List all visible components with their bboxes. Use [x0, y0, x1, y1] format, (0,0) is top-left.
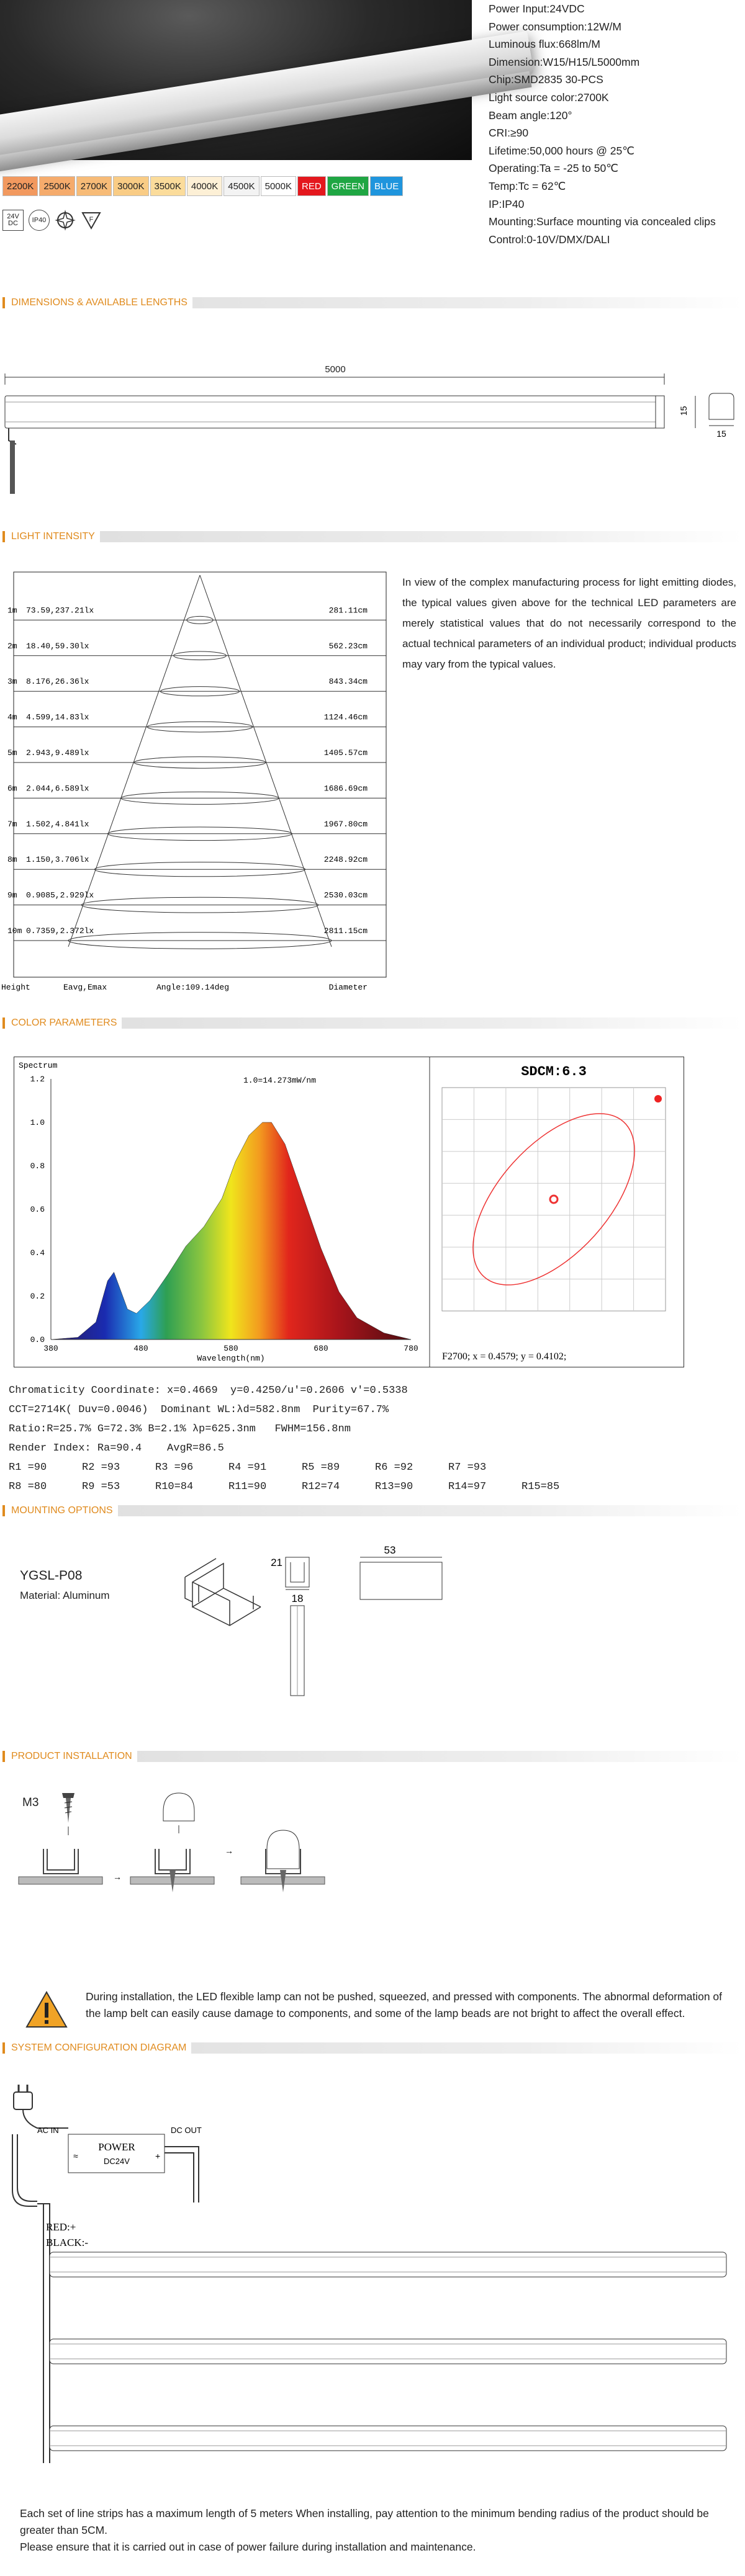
svg-text:0.4: 0.4	[30, 1248, 45, 1258]
svg-text:Height: Height	[1, 983, 30, 992]
svg-text:2.943,9.489lx: 2.943,9.489lx	[26, 748, 89, 758]
configuration-notes	[20, 2505, 740, 2556]
color-param-line: Render Index: Ra=90.4 AvgR=86.5	[9, 1442, 224, 1454]
svg-text:680: 680	[314, 1344, 328, 1353]
svg-text:0.8: 0.8	[30, 1161, 45, 1171]
intensity-note: In view of the complex manufacturing process for light emitting diodes, the typical values given above for the technical LED parameters are merely statistical values that do not necessarily correspond to the actual technical parameters of an individual product; individual products may vary from the typical values.	[402, 576, 736, 670]
render-index-value: R13=90	[375, 1481, 413, 1493]
svg-text:1m: 1m	[7, 606, 17, 615]
svg-text:0.6: 0.6	[30, 1205, 45, 1214]
led-strip	[50, 2252, 726, 2277]
mounting-material: Material: Aluminum	[20, 1590, 110, 1601]
svg-text:580: 580	[224, 1344, 238, 1353]
spec-item: Power consumption:12W/M	[489, 20, 621, 33]
section-header-color: COLOR PARAMETERS	[2, 1017, 743, 1029]
section-header-mounting: MOUNTING OPTIONS	[2, 1505, 743, 1516]
svg-text:DC24V: DC24V	[104, 2157, 130, 2166]
svg-text:1.150,3.706lx: 1.150,3.706lx	[26, 855, 89, 865]
svg-text:6m: 6m	[7, 784, 17, 794]
color-option-3000k: 3000K	[113, 176, 148, 196]
section-header-installation: PRODUCT INSTALLATION	[2, 1751, 743, 1762]
svg-text:→: →	[225, 1846, 233, 1856]
color-param-line: Ratio:R=25.7% G=72.3% B=2.1% λp=625.3nm FWHM=156.8nm	[9, 1423, 351, 1435]
led-strip	[50, 2339, 726, 2364]
spec-item: Luminous flux:668lm/M	[489, 38, 600, 51]
spec-list	[489, 0, 743, 248]
render-index-value: R5 =89	[302, 1462, 340, 1474]
svg-text:+: +	[155, 2151, 161, 2161]
spec-item: Mounting:Surface mounting via concealed clips	[489, 215, 716, 228]
spec-item: Power Input:24VDC	[489, 2, 585, 15]
installation-warning: During installation, the LED flexible lamp can not be pushed, squeezed, and pressed with components. The abnormal deformation of the lamp belt can easily cause damage to components, and some of the lamp beads are not bright to affect the overall effect.	[86, 1990, 723, 2019]
config-note-power: Please ensure that it is carried out in case of power failure during installation and maintenance.	[20, 2541, 476, 2553]
svg-text:0.7359,2.372lx: 0.7359,2.372lx	[26, 926, 94, 936]
warning-icon	[25, 1990, 68, 2029]
svg-text:POWER: POWER	[98, 2141, 135, 2153]
svg-text:→: →	[113, 1872, 122, 1882]
svg-text:21: 21	[271, 1557, 282, 1568]
plug-icon	[14, 2085, 68, 2128]
config-note-length: Each set of line strips has a maximum length of 5 meters When installing, pay attention to the minimum bending radius of the product should be greater than 5CM.	[20, 2507, 709, 2536]
led-strip	[50, 2426, 726, 2451]
svg-text:3m: 3m	[7, 677, 17, 687]
svg-text:Diameter: Diameter	[328, 983, 368, 992]
ip-rating-icon: IP40	[29, 210, 50, 231]
color-option-3500k: 3500K	[150, 176, 186, 196]
render-index-value: R7 =93	[448, 1462, 487, 1474]
spec-item: Temp:Tc = 62℃	[489, 179, 566, 192]
spec-item: CRI:≥90	[489, 127, 529, 140]
svg-text:1967.80cm: 1967.80cm	[323, 819, 368, 829]
svg-text:1124.46cm: 1124.46cm	[323, 712, 368, 722]
color-option-4500k: 4500K	[224, 176, 259, 196]
svg-text:53: 53	[384, 1544, 396, 1556]
render-index-value: R4 =91	[228, 1462, 267, 1474]
spec-item: Chip:SMD2835 30-PCS	[489, 73, 603, 86]
render-index-value: R6 =92	[375, 1462, 413, 1474]
render-index-value: R9 =53	[82, 1481, 120, 1493]
svg-text:1.502,4.841lx: 1.502,4.841lx	[26, 819, 89, 829]
color-option-blue: BLUE	[370, 176, 403, 196]
color-option-2700k: 2700K	[76, 176, 112, 196]
svg-text:2530.03cm: 2530.03cm	[323, 890, 368, 900]
spectrum-chart	[14, 1057, 684, 1373]
compass-icon	[55, 210, 76, 231]
render-index-value: R8 =80	[9, 1481, 47, 1493]
svg-text:2811.15cm: 2811.15cm	[323, 926, 368, 936]
spec-item: Dimension:W15/H15/L5000mm	[489, 55, 640, 68]
svg-text:18: 18	[291, 1593, 304, 1604]
svg-text:1686.69cm: 1686.69cm	[323, 784, 368, 794]
render-index-value: R1 =90	[9, 1462, 47, 1474]
svg-text:Spectrum: Spectrum	[19, 1061, 58, 1070]
svg-text:1.0: 1.0	[30, 1118, 45, 1127]
mounting-model: YGSL-P08	[20, 1568, 83, 1583]
svg-text:380: 380	[43, 1344, 58, 1353]
dimension-drawing	[0, 347, 745, 496]
color-option-5000k: 5000K	[261, 176, 296, 196]
render-index-row	[9, 1458, 741, 1477]
svg-text:Eavg,Emax: Eavg,Emax	[63, 983, 107, 992]
svg-text:562.23cm: 562.23cm	[328, 641, 368, 651]
svg-text:18.40,59.30lx: 18.40,59.30lx	[26, 641, 89, 651]
render-index-value: R12=74	[302, 1481, 340, 1493]
svg-text:2m: 2m	[7, 641, 17, 651]
svg-text:8.176,26.36lx: 8.176,26.36lx	[26, 677, 89, 687]
svg-text:7m: 7m	[7, 819, 17, 829]
spec-item: Control:0-10V/DMX/DALI	[489, 233, 610, 246]
svg-text:DC OUT: DC OUT	[171, 2126, 202, 2135]
color-option-4000k: 4000K	[187, 176, 222, 196]
svg-text:0.2: 0.2	[30, 1292, 45, 1301]
svg-text:480: 480	[133, 1344, 148, 1353]
mounting-profile-drawing	[180, 1545, 466, 1700]
color-option-2500k: 2500K	[39, 176, 74, 196]
length-label: 5000	[325, 364, 346, 375]
svg-text:4m: 4m	[7, 712, 17, 722]
render-index-value: R3 =96	[155, 1462, 194, 1474]
render-index-value: R14=97	[448, 1481, 487, 1493]
svg-text:281.11cm: 281.11cm	[328, 606, 368, 615]
svg-text:1.2: 1.2	[30, 1075, 45, 1084]
certification-icons	[2, 210, 102, 231]
svg-text:Angle:109.14deg: Angle:109.14deg	[156, 983, 230, 992]
svg-text:AC IN: AC IN	[37, 2126, 59, 2135]
svg-text:0.0: 0.0	[30, 1335, 45, 1344]
svg-text:780: 780	[404, 1344, 418, 1353]
svg-text:0.9085,2.929lx: 0.9085,2.929lx	[26, 890, 94, 900]
render-index-value: R2 =93	[82, 1462, 120, 1474]
voltage-icon: 24V DC	[2, 210, 24, 231]
spec-item: Lifetime:50,000 hours @ 25℃	[489, 144, 634, 157]
section-header-config: SYSTEM CONFIGURATION DIAGRAM	[2, 2042, 743, 2054]
spec-item: Light source color:2700K	[489, 91, 609, 104]
svg-text:843.34cm: 843.34cm	[328, 677, 368, 687]
render-index-value: R15=85	[522, 1481, 560, 1493]
color-option-2200k: 2200K	[2, 176, 38, 196]
color-param-line: CCT=2714K( Duv=0.0046) Dominant WL:λd=582.8nm Purity=67.7%	[9, 1404, 389, 1416]
spec-item: Operating:Ta = -25 to 50℃	[489, 162, 618, 175]
svg-text:F: F	[89, 216, 94, 223]
svg-text:73.59,237.21lx: 73.59,237.21lx	[26, 606, 94, 615]
svg-text:SDCM:6.3: SDCM:6.3	[521, 1064, 587, 1080]
svg-text:Wavelength(nm): Wavelength(nm)	[197, 1354, 265, 1363]
section-header-dimensions: DIMENSIONS & AVAILABLE LENGTHS	[2, 297, 743, 308]
svg-text:5m: 5m	[7, 748, 17, 758]
screw-label: M3	[22, 1796, 39, 1809]
svg-text:2.044,6.589lx: 2.044,6.589lx	[26, 784, 89, 794]
svg-text:2248.92cm: 2248.92cm	[323, 855, 368, 865]
svg-text:RED:+: RED:+	[46, 2221, 76, 2233]
render-index-value: R10=84	[155, 1481, 194, 1493]
svg-text:F2700; x = 0.4579; y = 0.410: F2700; x = 0.4579; y = 0.4102;	[442, 1351, 567, 1362]
color-option-green: GREEN	[327, 176, 369, 196]
color-param-line: Chromaticity Coordinate: x=0.4669 y=0.4250/u'=0.2606 v'=0.5338	[9, 1385, 408, 1397]
svg-text:15: 15	[716, 429, 726, 439]
render-index-value: R11=90	[228, 1481, 267, 1493]
section-header-intensity: LIGHT INTENSITY	[2, 531, 743, 542]
triangle-mark-icon	[81, 210, 102, 231]
spec-item: IP:IP40	[489, 197, 525, 210]
spec-item: Beam angle:120°	[489, 109, 572, 122]
svg-text:15: 15	[679, 406, 689, 416]
product-photo	[0, 0, 472, 160]
color-option-red: RED	[297, 176, 326, 196]
light-intensity-diagram	[0, 558, 391, 992]
installation-steps-drawing	[19, 1787, 341, 1911]
svg-text:4.599,14.83lx: 4.599,14.83lx	[26, 712, 89, 722]
system-configuration-diagram	[0, 2066, 745, 2500]
svg-text:1405.57cm: 1405.57cm	[323, 748, 368, 758]
svg-text:≈: ≈	[73, 2151, 78, 2161]
svg-text:BLACK:-: BLACK:-	[46, 2237, 88, 2248]
render-index-row	[9, 1477, 741, 1496]
svg-text:9m: 9m	[7, 890, 17, 900]
svg-text:10m: 10m	[7, 926, 22, 936]
color-parameters-text	[9, 1381, 741, 1496]
svg-text:1.0=14.273mW/nm: 1.0=14.273mW/nm	[243, 1076, 317, 1085]
color-temperature-options	[2, 176, 403, 196]
screw-icon	[62, 1793, 74, 1823]
svg-text:8m: 8m	[7, 855, 17, 865]
